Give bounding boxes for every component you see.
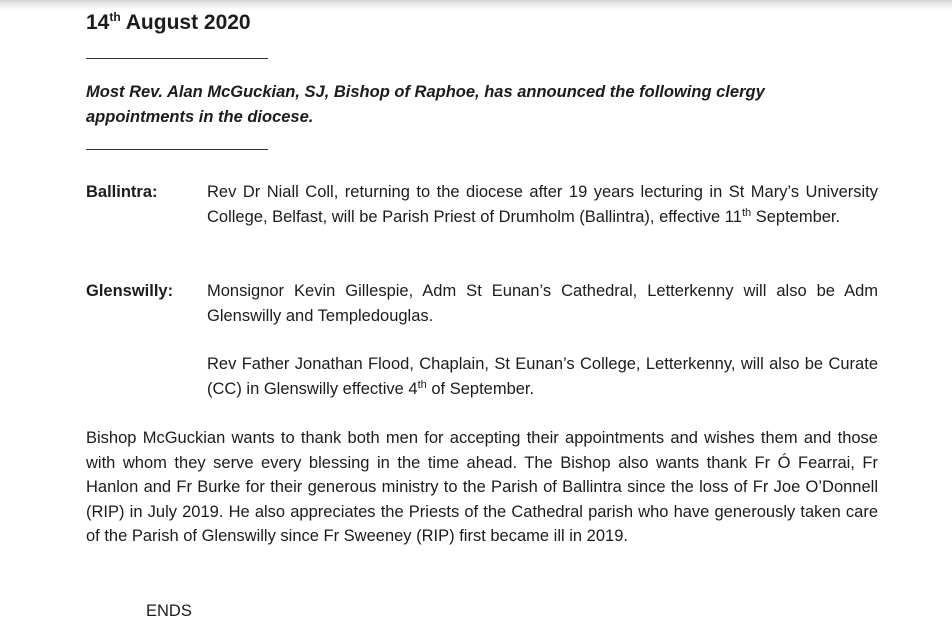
divider-rule-top [86, 58, 268, 59]
ordinal-suffix: th [417, 378, 427, 391]
ordinal-suffix: th [741, 206, 752, 219]
divider-rule-bottom [86, 149, 268, 150]
appointment-text: Monsignor Kevin Gillespie, Adm St Eunan’s Cathedral, Letterkenny will also be Adm Glenswilly and Templedouglas. [207, 282, 878, 325]
appointment-text [207, 180, 878, 229]
date-month-year: August 2020 [120, 11, 251, 34]
appointment-text-main: Rev Father Jonathan Flood, Chaplain, St Eunan’s College, Letterkenny, will also be Curate (CC) in Glenswilly effective 4 [207, 355, 878, 398]
appointment-text-end: September. [751, 207, 841, 226]
appointment-text-main: Rev Dr Niall Coll, returning to the diocese after 19 years lecturing in St Mary’s University College, Belfast, will be Parish Priest of Drumholm (Ballintra), effective 11 [207, 183, 878, 226]
release-date [86, 9, 251, 37]
date-day: 14 [86, 11, 110, 34]
appointment-place-label: Glenswilly: [86, 282, 174, 300]
closing-paragraph: Bishop McGuckian wants to thank both men for accepting their appointments and wishes them and those with whom they serve every blessing in the time ahead. The Bishop also wants thank Fr Ó Fearrai, Fr Hanlon and Fr Burke for their generous ministry to the Parish of Ballintra since the loss of Fr Joe O’Donnell (RIP) in July 2019. He also appreciates the Priests of the Cathedral parish who have generously taken care of the Parish of Glenswilly since Fr Sweeney (RIP) first became ill in 2019. [86, 429, 878, 545]
appointment-place-label: Ballintra: [86, 183, 158, 201]
appointment-text [207, 352, 878, 401]
date-ordinal: th [109, 10, 121, 24]
appointment-text-end: of September. [426, 379, 535, 398]
ends-marker: ENDS [146, 602, 192, 620]
announcement-paragraph: Most Rev. Alan McGuckian, SJ, Bishop of Raphoe, has announced the following clergy appointments in the diocese. [86, 83, 765, 126]
